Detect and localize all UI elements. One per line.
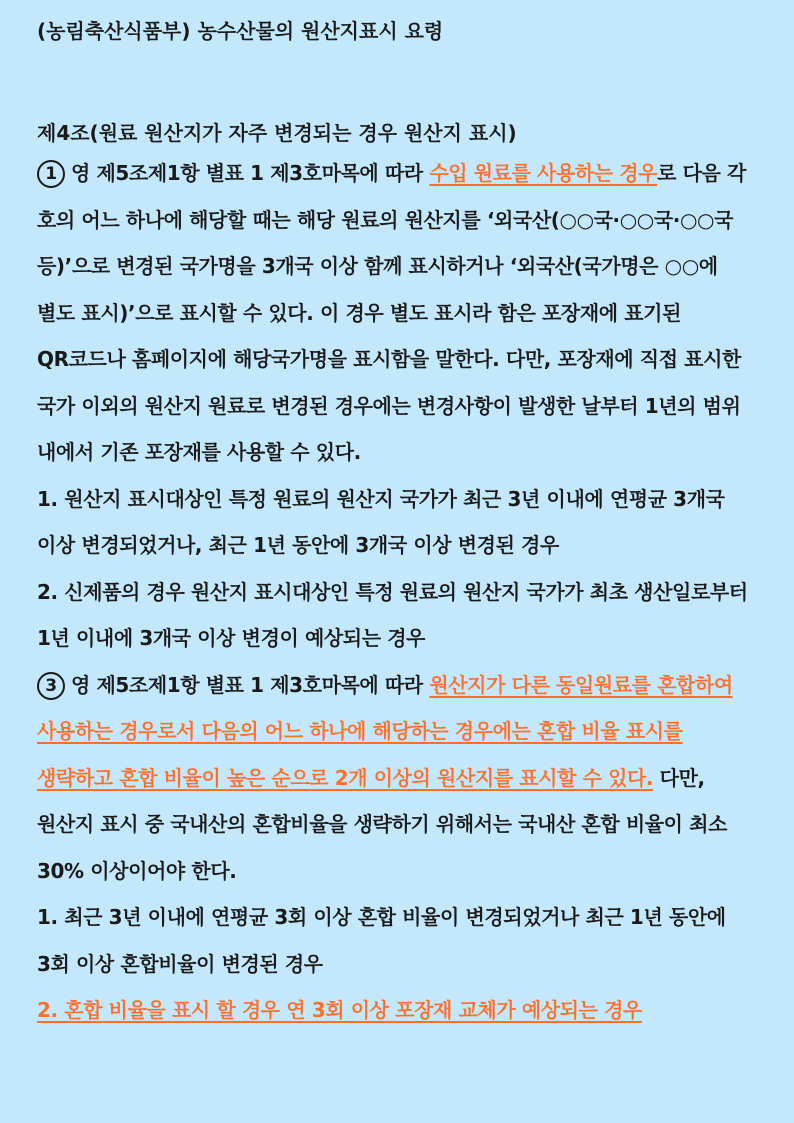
paragraph-3-item-2-highlight: 2. 혼합 비율을 표시 할 경우 연 3회 이상 포장재 교체가 예상되는 경우 — [37, 998, 642, 1022]
paragraph-3-item-2 — [37, 987, 760, 1034]
paragraph-3-text-after: 다만, 원산지 표시 중 국내산의 혼합비율을 생략하기 위해서는 국내산 혼합 비율이 최소 30% 이상이어야 한다. — [37, 765, 727, 883]
paragraph-number-3: 3 — [37, 672, 65, 700]
paragraph-1-highlight: 수입 원료를 사용하는 경우 — [429, 161, 658, 185]
paragraph-1-text-before: 영 제5조제1항 별표 1 제3호마목에 따라 — [71, 161, 430, 185]
article-title: 제4조(원료 원산지가 자주 변경되는 경우 원산지 표시) — [37, 121, 517, 145]
document-title: (농림축산식품부) 농수산물의 원산지표시 요령 — [37, 19, 444, 43]
paragraph-3 — [37, 662, 760, 895]
paragraph-1-item-1: 1. 원산지 표시대상인 특정 원료의 원산지 국가가 최근 3년 이내에 연평균 3개국 이상 변경되었거나, 최근 1년 동안에 3개국 이상 변경된 경우 — [37, 486, 725, 557]
paragraph-number-1: 1 — [37, 160, 65, 188]
paragraph-1-text-after: 로 다음 각 호의 어느 하나에 해당할 때는 해당 원료의 원산지를 ‘외국산(○○국·○○국·○○국 등)’으로 변경된 국가명을 3개국 이상 함께 표시하거나 ‘외국산(국가명은 ○○에 별도 표시)’으로 표시할 수 있다. 이 경우 별도 표시라 함은 포장재에 표기된 QR코드나 홈페이지에 해당국가명을 표시함을 말한다. 다만, 포장재에 직접 표시한 국가 이외의 원산지 원료로 변경된 경우에는 변경사항이 발생한 날부터 1년의 범위 내에서 기존 포장재를 사용할 수 있다. — [37, 161, 746, 464]
paragraph-3-highlight: 원산지가 다른 동일원료를 혼합하여 사용하는 경우로서 다음의 어느 하나에 해당하는 경우에는 혼합 비율 표시를 생략하고 혼합 비율이 높은 순으로 2개 이상의 원산지를 표시할 수 있다. — [37, 672, 733, 790]
paragraph-3-text-before: 영 제5조제1항 별표 1 제3호마목에 따라 — [71, 672, 430, 697]
paragraph-3-item-1: 1. 최근 3년 이내에 연평균 3회 이상 혼합 비율이 변경되었거나 최근 1년 동안에 3회 이상 혼합비율이 변경된 경우 — [37, 905, 726, 976]
paragraph-1 — [37, 150, 760, 476]
paragraph-1-item-2: 2. 신제품의 경우 원산지 표시대상인 특정 원료의 원산지 국가가 최초 생산일로부터 1년 이내에 3개국 이상 변경이 예상되는 경우 — [37, 579, 748, 650]
